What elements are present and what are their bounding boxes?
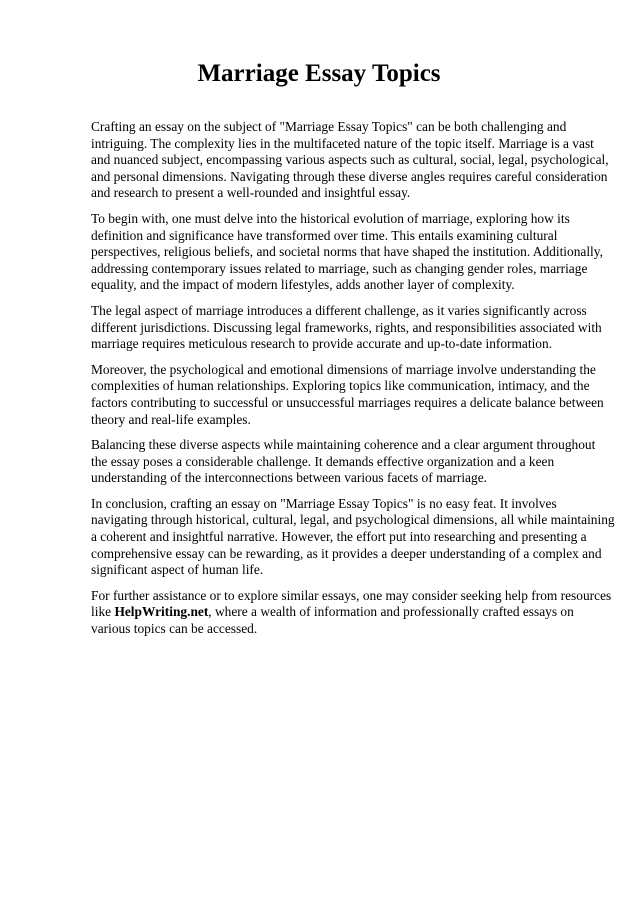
paragraph-line: complexities of human relationships. Exploring topics like communication, intimacy, and the (91, 378, 590, 394)
paragraph-line: significant aspect of human life. (91, 562, 264, 578)
paragraph-line: definition and significance have transformed over time. This entails examining cultural (91, 227, 558, 243)
paragraph-line: comprehensive essay can be rewarding, as it provides a deeper understanding of a complex and (91, 545, 602, 561)
paragraph-line: To begin with, one must delve into the historical evolution of marriage, exploring how its (91, 210, 570, 226)
paragraph-line: various topics can be accessed. (91, 621, 258, 637)
paragraph-line: and research to present a well-rounded and insightful essay. (91, 185, 411, 201)
paragraph-line: the essay poses a considerable challenge. It demands effective organization and a keen (91, 453, 555, 469)
paragraph-2 (91, 210, 603, 294)
paragraph-line: theory and real-life examples. (91, 411, 251, 427)
paragraph-line: different jurisdictions. Discussing legal frameworks, rights, and responsibilities associated with (91, 319, 602, 335)
paragraph-4 (91, 361, 604, 428)
paragraph-line: and personal dimensions. Navigating through these diverse angles requires careful consideration (91, 168, 608, 184)
page-title: Marriage Essay Topics (197, 60, 441, 87)
paragraph-line: intriguing. The complexity lies in the multifaceted nature of the topic itself. Marriage is a vast (91, 135, 594, 151)
paragraph-line: The legal aspect of marriage introduces a different challenge, as it varies significantly across (91, 302, 587, 318)
paragraph-line: addressing contemporary issues related to marriage, such as changing gender roles, marriage (91, 260, 588, 276)
paragraph-line: and nuanced subject, encompassing various aspects such as cultural, social, legal, psychological, (91, 152, 609, 168)
paragraph-line: Crafting an essay on the subject of "Marriage Essay Topics" can be both challenging and (91, 119, 567, 134)
paragraph-line-with-link (91, 604, 596, 621)
essay-body (91, 119, 615, 647)
helpwriting-link[interactable]: HelpWriting.net (114, 604, 209, 620)
paragraph-line: perspectives, religious beliefs, and societal norms that have shaped the institution. Additionally, (91, 244, 603, 260)
closing-paragraph (91, 587, 612, 638)
paragraph-line: Balancing these diverse aspects while maintaining coherence and a clear argument throughout (91, 437, 596, 453)
paragraph-line: equality, and the impact of modern lifestyles, adds another layer of complexity. (91, 277, 515, 293)
paragraph-line: For further assistance or to explore similar essays, one may consider seeking help from resources (91, 587, 612, 603)
paragraph-3 (91, 302, 602, 353)
paragraph-line: marriage requires meticulous research to provide accurate and up-to-date information. (91, 336, 553, 352)
link-suffix: , where a wealth of information and professionally crafted essays on (208, 604, 574, 620)
paragraph-6 (91, 495, 615, 579)
paragraph-line: In conclusion, crafting an essay on "Marriage Essay Topics" is no easy feat. It involves (91, 495, 557, 511)
paragraph-line: Moreover, the psychological and emotional dimensions of marriage involve understanding the (91, 361, 596, 377)
paragraph-line: navigating through historical, cultural, legal, and psychological dimensions, all while maintaining (91, 512, 615, 528)
paragraph-5 (91, 437, 596, 487)
paragraph-1 (91, 119, 609, 202)
link-prefix: like (91, 604, 115, 620)
paragraph-line: factors contributing to successful or unsuccessful marriages requires a delicate balance between (91, 394, 604, 410)
paragraph-line: understanding of the interconnections between various facets of marriage. (91, 470, 487, 486)
paragraph-line: a coherent and insightful narrative. However, the effort put into researching and presenting a (91, 529, 587, 545)
